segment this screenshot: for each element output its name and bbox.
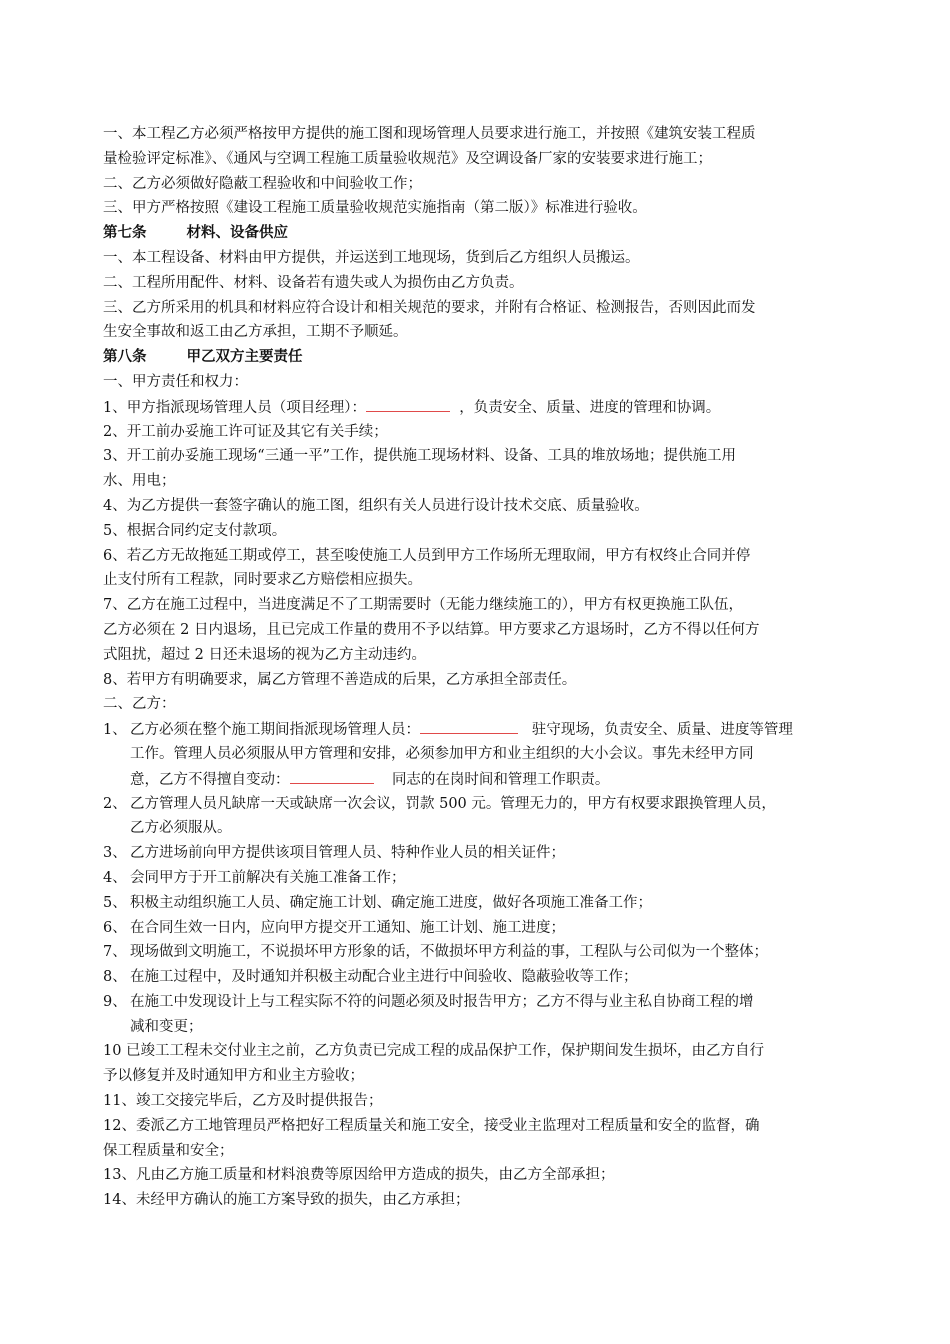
party-a-item-2: 2、开工前办妥施工许可证及其它有关手续；: [103, 423, 388, 440]
assigned-person-blank[interactable]: [290, 767, 374, 784]
party-b-item-7-text: 现场做到文明施工，不说损坏甲方形象的话，不做损坏甲方利益的事，工程队与公司似为一个整体；: [130, 944, 768, 961]
party-b-item-2b: 乙方必须服从。: [130, 820, 232, 837]
party-b-item-5-number: 5、: [103, 894, 127, 911]
party-a-item-7c: 式阻扰，超过 2 日还未退场的视为乙方主动违约。: [103, 646, 426, 663]
party-b-item-3-text: 乙方进场前向甲方提供该项目管理人员、特种作业人员的相关证件；: [130, 845, 565, 862]
party-b-item-4-text: 会同甲方于开工前解决有关施工准备工作；: [130, 869, 406, 886]
article-7-item-2: 二、工程所用配件、材料、设备若有遗失或人为损伤由乙方负责。: [103, 274, 524, 291]
party-b-item-9-number: 9、: [103, 993, 127, 1010]
party-b-item-9a: [103, 990, 871, 1015]
party-b-item-9-text: 在施工中发现设计上与工程实际不符的问题必须及时报告甲方；乙方不得与业主私自协商工程的增: [130, 993, 754, 1010]
party-b-item-6: [103, 916, 871, 941]
article-7-heading: [103, 221, 871, 246]
party-a-item-8: 8、若甲方有明确要求，属乙方管理不善造成的后果，乙方承担全部责任。: [103, 671, 577, 688]
party-a-item-3a: 3、开工前办妥施工现场“三通一平”工作，提供施工现场材料、设备、工具的堆放场地；提供施工用: [103, 448, 737, 465]
contract-body: [103, 122, 871, 1213]
article-7-number: 第七条: [103, 224, 147, 242]
party-b-item-9b: 减和变更；: [130, 1018, 203, 1035]
party-a-item-1-text: 1、甲方指派现场管理人员（项目经理）：: [103, 399, 366, 416]
party-b-item-7: [103, 940, 871, 965]
party-b-item-4-number: 4、: [103, 869, 127, 886]
party-a-item-7b: 乙方必须在 2 日内退场，且已完成工作量的费用不予以结算。甲方要求乙方退场时，乙方不得以任何方: [103, 621, 760, 638]
quality-item-3: 三、甲方严格按照《建设工程施工质量验收规范实施指南（第二版）》标准进行验收。: [103, 200, 647, 217]
party-b-item-3: [103, 841, 871, 866]
article-7-item-3b: 生安全事故和返工由乙方承担，工期不予顺延。: [103, 324, 408, 341]
party-b-item-13: 13、凡由乙方施工质量和材料浪费等原因给甲方造成的损失，由乙方全部承担；: [103, 1167, 615, 1184]
party-b-item-12b: 保工程质量和安全；: [103, 1142, 234, 1159]
party-b-item-1c: [103, 767, 871, 792]
party-b-item-5-text: 积极主动组织施工人员、确定施工计划、确定施工进度，做好各项施工准备工作；: [130, 894, 652, 911]
party-a-heading: 一、甲方责任和权力：: [103, 373, 248, 390]
party-b-item-3-number: 3、: [103, 845, 127, 862]
party-b-item-4: [103, 866, 871, 891]
quality-item-1b: 量检验评定标准》、《通风与空调工程施工质量验收规范》及空调设备厂家的安装要求进行施工；: [103, 150, 712, 167]
party-a-item-1-text-end: ，负责安全、质量、进度的管理和协调。: [459, 399, 721, 416]
party-b-item-1-text: 乙方必须在整个施工期间指派现场管理人员：: [130, 722, 420, 739]
party-b-item-1c-text-end: 同志的在岗时间和管理工作职责。: [391, 771, 610, 788]
party-a-item-5: 5、根据合同约定支付款项。: [103, 522, 287, 539]
party-b-item-2-text: 乙方管理人员凡缺席一天或缺席一次会议，罚款 500 元。管理无力的，甲方有权要求跟换管理人员，: [130, 795, 776, 812]
party-b-item-6-text: 在合同生效一日内，应向甲方提交开工通知、施工计划、施工进度；: [130, 919, 565, 936]
party-b-item-1c-text: 意，乙方不得擅自变动：: [130, 771, 290, 788]
site-manager-blank[interactable]: [420, 717, 518, 734]
party-b-item-1a: [103, 717, 871, 742]
quality-item-2: 二、乙方必须做好隐蔽工程验收和中间验收工作；: [103, 175, 422, 192]
party-b-item-1-number: 1、: [103, 722, 127, 739]
project-manager-blank[interactable]: [366, 395, 450, 412]
party-b-item-12a: 12、委派乙方工地管理员严格把好工程质量关和施工安全，接受业主监理对工程质量和安全的监督，确: [103, 1117, 760, 1134]
article-8-number: 第八条: [103, 348, 147, 366]
party-b-item-1b: 工作。管理人员必须服从甲方管理和安排，必须参加甲方和业主组织的大小会议。事先未经甲方同: [130, 745, 754, 762]
article-7-title: 材料、设备供应: [186, 224, 288, 242]
quality-item-1a: 一、本工程乙方必须严格按甲方提供的施工图和现场管理人员要求进行施工，并按照《建筑安装工程质: [103, 126, 756, 142]
party-b-item-8-text: 在施工过程中，及时通知并积极主动配合业主进行中间验收、隐蔽验收等工作；: [130, 969, 638, 986]
party-a-item-3b: 水、用电；: [103, 473, 176, 490]
party-a-item-7a: 7、乙方在施工过程中，当进度满足不了工期需要时（无能力继续施工的），甲方有权更换施工队伍，: [103, 597, 743, 614]
party-b-item-8: [103, 965, 871, 990]
article-8-heading: [103, 345, 871, 370]
party-a-item-6a: 6、若乙方无故拖延工期或停工，甚至唆使施工人员到甲方工作场所无理取闹，甲方有权终止合同并停: [103, 547, 751, 564]
party-b-item-2-number: 2、: [103, 795, 127, 812]
party-b-item-10a: 10 已竣工工程未交付业主之前，乙方负责已完成工程的成品保护工作，保护期间发生损坏，由乙方自行: [103, 1043, 765, 1060]
party-a-item-4: 4、为乙方提供一套签字确认的施工图，组织有关人员进行设计技术交底、质量验收。: [103, 497, 649, 514]
article-7-item-3a: 三、乙方所采用的机具和材料应符合设计和相关规范的要求，并附有合格证、检测报告，否则因此而发: [103, 299, 756, 316]
party-b-item-2a: [103, 792, 871, 817]
party-b-item-11: 11、竣工交接完毕后，乙方及时提供报告；: [103, 1093, 383, 1110]
party-b-item-1-text-end: 驻守现场，负责安全、质量、进度等管理: [531, 722, 793, 739]
party-b-item-7-number: 7、: [103, 944, 127, 961]
party-b-item-5: [103, 891, 871, 916]
article-7-item-1: 一、本工程设备、材料由甲方提供，并运送到工地现场，货到后乙方组织人员搬运。: [103, 249, 640, 266]
party-a-item-1: [103, 395, 871, 420]
party-b-heading: 二、乙方：: [103, 696, 176, 713]
party-a-item-6b: 止支付所有工程款，同时要求乙方赔偿相应损失。: [103, 572, 422, 589]
party-b-item-10b: 予以修复并及时通知甲方和业主方验收；: [103, 1068, 364, 1085]
party-b-item-14: 14、未经甲方确认的施工方案导致的损失，由乙方承担；: [103, 1192, 470, 1209]
article-8-title: 甲乙双方主要责任: [186, 348, 303, 366]
party-b-item-6-number: 6、: [103, 919, 127, 936]
party-b-item-8-number: 8、: [103, 969, 127, 986]
